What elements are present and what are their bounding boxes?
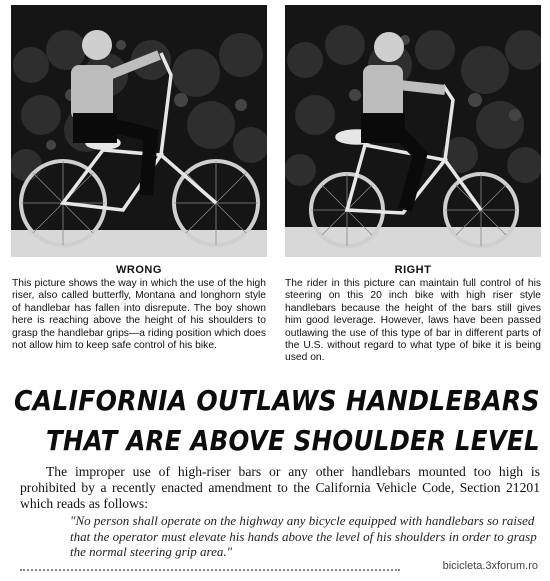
photo-wrong-posture bbox=[11, 5, 267, 257]
cut-off-next-line bbox=[20, 569, 400, 581]
vehicle-code-quote: "No person shall operate on the highway any bicycle equipped with handlebars so raised that the operator must elevate his hands above the level of his shoulders in order to grasp the normal steering grip area." bbox=[70, 513, 537, 559]
watermark: bicicleta.3xforum.ro bbox=[442, 560, 538, 572]
headline-line-2: THAT ARE ABOVE SHOULDER LEVEL bbox=[46, 424, 540, 457]
wrong-bike-illustration bbox=[11, 5, 267, 257]
photo-right-posture bbox=[285, 5, 541, 257]
headline-line-1: CALIFORNIA OUTLAWS HANDLEBARS bbox=[14, 384, 540, 417]
right-bike-illustration bbox=[285, 5, 541, 257]
article-intro bbox=[20, 464, 540, 512]
article-intro-text: The improper use of high-riser bars or any other handlebars mounted too high is prohibited by a recently enacted amendment to the California Vehicle Code, Section 21201 which reads as follows: bbox=[20, 464, 540, 511]
caption-wrong-text: This picture shows the way in which the use of the high riser, also called butterfly, Montana and longhorn style of handlebar has fallen into disrepute. The boy shown here is reaching above the height of his shoulders to grasp the handlebar grips—a riding position which does not allow him to keep safe control of his bike. bbox=[12, 278, 266, 352]
caption-right-text: The rider in this picture can maintain full control of his steering on this 20 inch bike with high riser style handlebars because the height of the bars still gives him good leverage. However, laws have been passed outlawing the use of this type of bar in different parts of the U.S. without regard to what type of bike it is being used on. bbox=[285, 278, 541, 364]
caption-wrong-heading: WRONG bbox=[116, 264, 162, 276]
caption-right-heading: RIGHT bbox=[394, 264, 432, 276]
